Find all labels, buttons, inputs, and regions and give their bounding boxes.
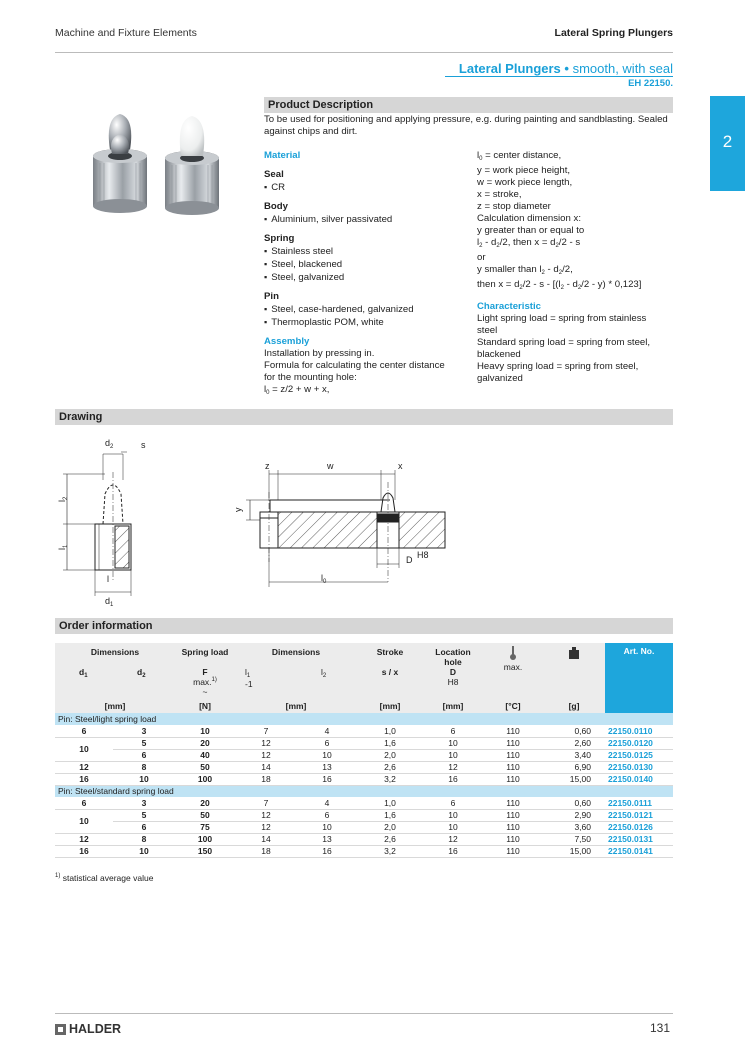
cell-l2: 16 [297,845,357,857]
col-D: D H8 [447,667,459,687]
calc-line: z = stop diameter [477,201,551,212]
drawing-heading [55,409,673,425]
assembly-line: for the mounting hole: [264,372,357,383]
calc-line: w = work piece length, [477,177,573,188]
cell-D: 16 [423,845,483,857]
col-location-hole: Location hole [435,647,471,667]
cell-s: 2,0 [357,821,423,833]
label-H8: H8 [417,550,429,560]
halder-logo [55,1022,121,1036]
cell-s: 3,2 [357,773,423,785]
cell-l1: 12 [235,749,297,761]
weight-icon [568,647,580,659]
col-sx: s / x [381,667,399,677]
cell-g: 2,90 [543,809,605,821]
col-d1: $d_1$ [79,667,88,679]
cell-F: 150 [175,845,235,857]
cell-s: 1,6 [357,737,423,749]
cell-t: 110 [483,833,543,845]
cell-l2: 6 [297,809,357,821]
calc-line: $l_2 - d_2/2$, then $x = d_2/2 - s$ [477,237,581,249]
col-dimensions: Dimensions [90,647,140,657]
running-header-right: Lateral Spring Plungers [554,27,673,39]
calc-line: y greater than or equal to [477,225,585,236]
cell-l2: 4 [297,797,357,809]
calc-line: Calculation dimension x: [477,213,581,224]
material-heading: Material [264,150,301,161]
pin-item: ▪ Thermoplastic POM, white [264,316,474,329]
table-row [55,737,673,749]
body-heading: Body [264,201,288,212]
calculation-column [477,150,677,385]
cell-t: 110 [483,773,543,785]
cell-D: 10 [423,809,483,821]
cell-s: 2,6 [357,761,423,773]
cell-art: 22150.0125 [605,749,673,761]
order-heading [55,618,673,634]
header-rule [55,52,673,53]
group-row [55,785,673,797]
col-l1: $l_1$ -1 [245,667,253,689]
cell-g: 6,90 [543,761,605,773]
page-title [459,61,673,76]
cell-g: 2,60 [543,737,605,749]
cell-t: 110 [483,737,543,749]
cell-D: 12 [423,833,483,845]
characteristic-line: galvanized [477,373,523,384]
cell-l2: 10 [297,749,357,761]
table-row [55,761,673,773]
cell-D: 10 [423,737,483,749]
cell-l1: 12 [235,809,297,821]
cell-art: 22150.0111 [605,797,673,809]
col-art-no: Art. No. [605,643,673,713]
cell-d2: 5 [113,809,175,821]
cell-l1: 18 [235,845,297,857]
cell-s: 1,0 [357,797,423,809]
characteristic-heading: Characteristic [477,301,541,312]
col-stroke: Stroke [376,647,404,657]
characteristic-line: steel [477,325,498,336]
cell-l1: 12 [235,821,297,833]
col-weight [543,643,605,697]
cell-d2: 6 [113,821,175,833]
group-label: Pin: Steel/light spring load [55,713,673,725]
assembly-line: Installation by pressing in. [264,348,375,359]
cell-l1: 7 [235,725,297,737]
cell-d2: 8 [113,761,175,773]
cell-d1: 12 [55,833,113,845]
characteristic-line: Standard spring load = spring from steel, [477,337,651,348]
logo-text: HALDER [69,1022,122,1036]
cell-art: 22150.0131 [605,833,673,845]
group-row [55,713,673,725]
calc-line: y smaller than $l_2 - d_2/2$, [477,264,573,276]
cell-F: 10 [175,725,235,737]
cell-t: 110 [483,809,543,821]
label-w: w [327,461,334,471]
cell-d1: 6 [55,797,113,809]
cell-D: 6 [423,725,483,737]
calc-line: then $x = d_2/2 - s - [(l_2 - d_2/2 - y) * 0,123]$ [477,279,642,291]
cell-F: 50 [175,809,235,821]
order-body [55,713,673,857]
cell-d2: 6 [113,749,175,761]
cell-l2: 4 [297,725,357,737]
cell-s: 3,2 [357,845,423,857]
cell-g: 0,60 [543,725,605,737]
label-l0: $l_0$ [321,573,327,585]
cell-s: 1,0 [357,725,423,737]
cell-l1: 7 [235,797,297,809]
cell-l1: 14 [235,833,297,845]
spring-item: ▪ Stainless steel [264,245,474,258]
footnote: $^{1)}$ statistical average value [55,873,154,883]
col-F: F max.$^{1)}$ ~ [193,667,217,697]
cell-d1: 12 [55,761,113,773]
cell-g: 15,00 [543,845,605,857]
cell-t: 110 [483,797,543,809]
title-rule [445,76,673,77]
spring-item: ▪ Steel, galvanized [264,271,474,284]
logo-mark-icon [55,1024,66,1035]
product-photo [80,108,240,218]
col-d2: $d_2$ [137,667,146,679]
cell-s: 2,0 [357,749,423,761]
table-row [55,725,673,737]
table-row [55,749,673,761]
label-d2: $d_2$ [105,438,114,450]
col-dimensions-2: Dimensions [271,647,321,657]
col-l2: $l_2$ [321,667,327,679]
cell-F: 100 [175,773,235,785]
cell-F: 100 [175,833,235,845]
label-s: s [141,440,146,450]
cell-art: 22150.0140 [605,773,673,785]
spring-heading: Spring [264,233,295,244]
cell-t: 110 [483,749,543,761]
group-label: Pin: Steel/standard spring load [55,785,673,797]
cell-g: 15,00 [543,773,605,785]
pin-item: ▪ Steel, case-hardened, galvanized [264,303,474,316]
product-description-text: To be used for positioning and applying pressure, e.g. during painting and sandblasting. Sealed against chips and dirt. [264,114,668,137]
cell-d2: 8 [113,833,175,845]
chapter-tab [710,96,745,191]
cell-d1: 6 [55,725,113,737]
cell-F: 40 [175,749,235,761]
order-table [55,643,673,858]
cell-F: 20 [175,797,235,809]
cell-t: 110 [483,725,543,737]
cell-d1: 16 [55,773,113,785]
page-number: 131 [649,1021,670,1035]
table-row [55,833,673,845]
header-row-1 [55,643,673,667]
table-row [55,845,673,857]
table-row [55,821,673,833]
characteristic-line: blackened [477,349,521,360]
cell-F: 50 [175,761,235,773]
units-row: [mm] [N] [mm] [mm] [mm] [°C] [g] [55,697,673,713]
footer-rule [55,1013,673,1014]
cell-D: 16 [423,773,483,785]
cell-l2: 13 [297,761,357,773]
cell-t: 110 [483,845,543,857]
assembly-line: Formula for calculating the center distance [264,360,445,371]
label-y: y [233,507,243,512]
cell-D: 10 [423,749,483,761]
cell-art: 22150.0120 [605,737,673,749]
label-z: z [265,461,270,471]
label-d1: $d_1$ [105,596,114,608]
assembly-formula: $l_0 = z/2 + w + x$, [264,384,330,396]
product-description-heading-text: Product Description [268,99,374,111]
cell-d2: 3 [113,725,175,737]
cell-art: 22150.0126 [605,821,673,833]
cell-g: 0,60 [543,797,605,809]
cell-D: 12 [423,761,483,773]
table-row [55,809,673,821]
product-description-heading [264,97,673,113]
cell-F: 20 [175,737,235,749]
cell-D: 10 [423,821,483,833]
cell-d1: 16 [55,845,113,857]
cell-F: 75 [175,821,235,833]
label-l2: $l_2$ [57,496,69,502]
col-temperature: max. [483,643,543,697]
cell-art: 22150.0110 [605,725,673,737]
cell-d2: 5 [113,737,175,749]
cell-D: 6 [423,797,483,809]
technical-drawing [55,432,455,612]
running-header-left: Machine and Fixture Elements [55,27,197,39]
table-row [55,773,673,785]
cell-d1: 10 [55,809,113,833]
cell-l2: 6 [297,737,357,749]
cell-d2: 10 [113,773,175,785]
cell-s: 1,6 [357,809,423,821]
cell-art: 22150.0141 [605,845,673,857]
assembly-heading: Assembly [264,336,310,347]
calc-line: y = work piece height, [477,165,571,176]
label-D: D [406,555,413,565]
drawing-heading-text: Drawing [59,411,103,423]
chapter-number: 2 [722,132,733,151]
label-x: x [398,461,403,471]
characteristic-line: Heavy spring load = spring from steel, [477,361,639,372]
cell-t: 110 [483,761,543,773]
col-spring-load: Spring load [181,647,229,657]
spring-item: ▪ Steel, blackened [264,258,474,271]
cell-art: 22150.0121 [605,809,673,821]
characteristic-line: Light spring load = spring from stainless [477,313,647,324]
seal-item: ▪ CR [264,181,474,194]
cell-d1: 10 [55,737,113,761]
cell-l2: 10 [297,821,357,833]
cell-l1: 14 [235,761,297,773]
title-bold: Lateral Plungers • [458,61,569,76]
pin-heading: Pin [264,291,279,302]
calc-line: x = stroke, [477,189,522,200]
cell-d2: 10 [113,845,175,857]
cell-l2: 16 [297,773,357,785]
cell-g: 3,40 [543,749,605,761]
title-rest: smooth, with seal [568,61,673,76]
label-l: l [107,574,109,584]
cell-d2: 3 [113,797,175,809]
seal-heading: Seal [264,169,284,180]
cell-g: 3,60 [543,821,605,833]
material-column [264,150,474,399]
cell-l1: 18 [235,773,297,785]
cell-l2: 13 [297,833,357,845]
cell-g: 7,50 [543,833,605,845]
label-l1: $l_1$ [57,544,69,550]
thermometer-icon [509,646,517,660]
table-row [55,797,673,809]
cell-l1: 12 [235,737,297,749]
order-heading-text: Order information [59,620,153,632]
calc-line: $l_0$ = center distance, [477,150,562,162]
cell-s: 2,6 [357,833,423,845]
cell-art: 22150.0130 [605,761,673,773]
body-item: ▪ Aluminium, silver passivated [264,213,474,226]
cell-t: 110 [483,821,543,833]
calc-line: or [477,252,486,263]
product-code: EH 22150. [628,78,673,89]
